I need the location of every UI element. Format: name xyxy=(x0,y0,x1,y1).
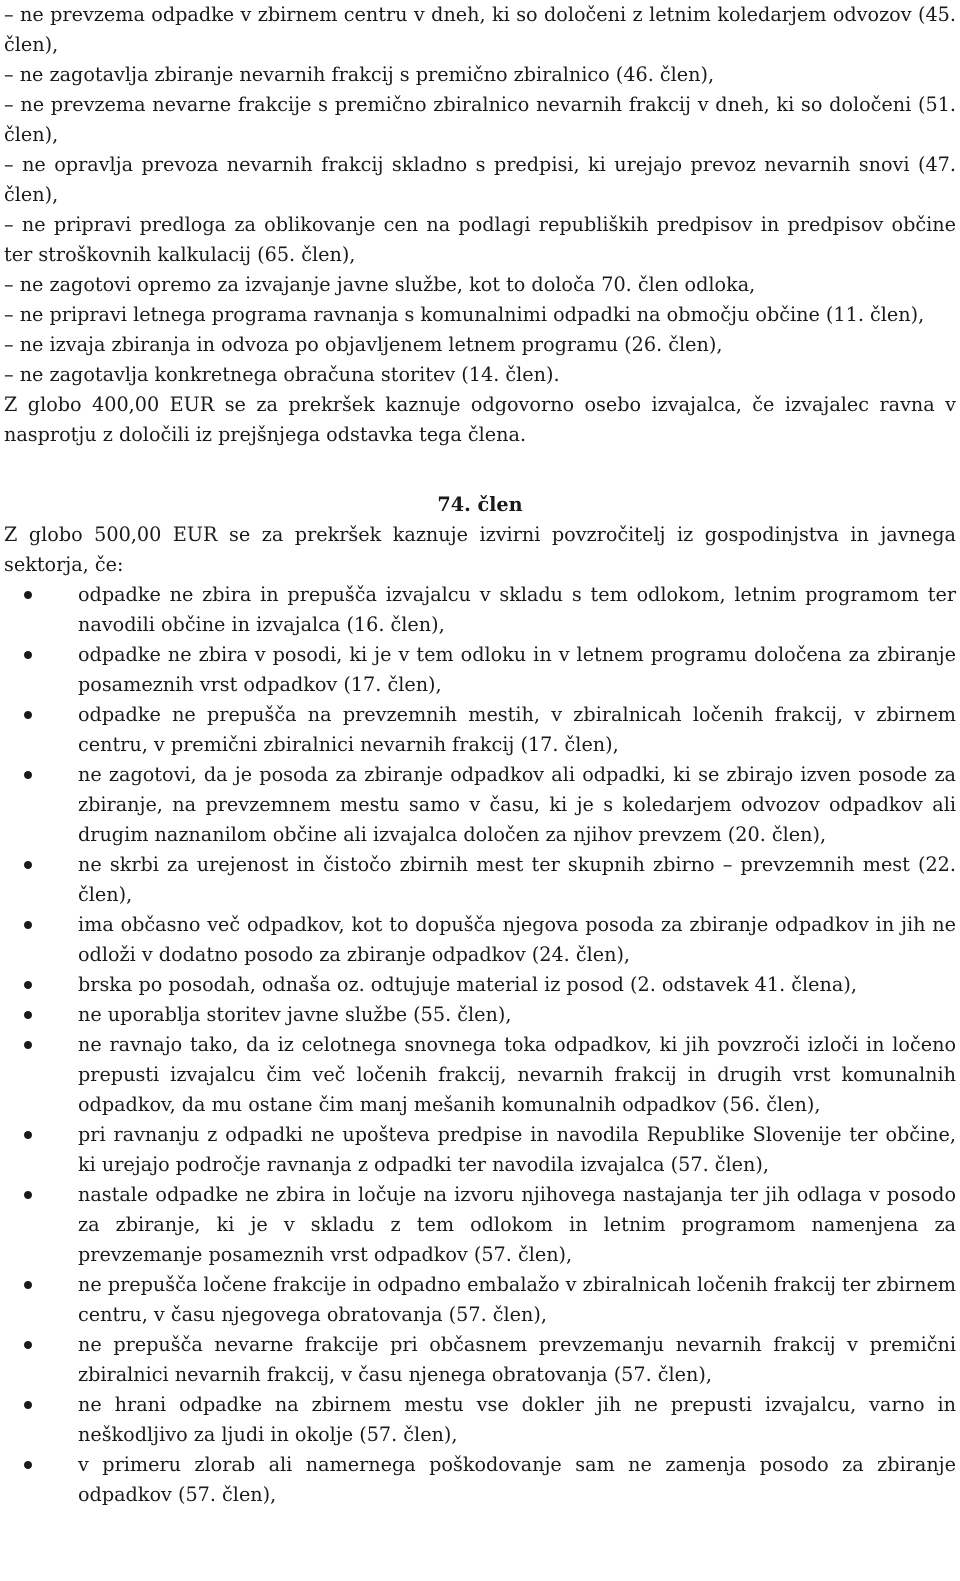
list-item-text: ne ravnajo tako, da iz celotnega snovnega toka odpadkov, ki jih povzroči izloči in ločeno prepusti izvajalcu čim več ločenih frakcij, nevarnih frakcij in drugih vrst komunalnih odpadkov, da mu ostane čim manj mešanih komunalnih odpadkov (56. člen), xyxy=(78,1033,956,1116)
bullet-icon xyxy=(24,981,32,989)
list-item xyxy=(4,1330,956,1390)
bullet-icon xyxy=(24,1341,32,1349)
list-item xyxy=(4,970,956,1000)
list-item xyxy=(4,910,956,970)
dash-item: – ne pripravi predloga za oblikovanje cen na podlagi republiških predpisov in predpisov občine ter stroškovnih kalkulacij (65. člen), xyxy=(4,213,956,266)
list-item-text: ima občasno več odpadkov, kot to dopušča njegova posoda za zbiranje odpadkov in jih ne odloži v dodatno posodo za zbiranje odpadkov (24. člen), xyxy=(78,913,956,966)
list-item-text: ne prepušča nevarne frakcije pri občasnem prevzemanju nevarnih frakcij v premični zbiralnici nevarnih frakcij, v času njenega obratovanja (57. člen), xyxy=(78,1333,956,1386)
list-item-text: ne uporablja storitev javne službe (55. člen), xyxy=(78,1003,512,1026)
fine-paragraph: Z globo 400,00 EUR se za prekršek kaznuje odgovorno osebo izvajalca, če izvajalec ravna v nasprotju z določili iz prejšnjega odstavka tega člena. xyxy=(4,393,956,446)
bullet-icon xyxy=(24,711,32,719)
bullet-icon xyxy=(24,1461,32,1469)
list-item xyxy=(4,1390,956,1450)
document-page xyxy=(4,0,956,1510)
list-item-text: odpadke ne zbira v posodi, ki je v tem odloku in v letnem programu določena za zbiranje posameznih vrst odpadkov (17. člen), xyxy=(78,643,956,696)
bullet-icon xyxy=(24,1191,32,1199)
list-item xyxy=(4,640,956,700)
list-item xyxy=(4,1450,956,1510)
article-heading: 74. člen xyxy=(437,493,523,516)
list-item xyxy=(4,1270,956,1330)
list-item-text: ne zagotovi, da je posoda za zbiranje odpadkov ali odpadki, ki se zbirajo izven posode za zbiranje, na prevzemnem mestu samo v času, ki je s koledarjem odvozov odpadkov ali drugim naznanilom občine ali izvajalca določen za njihov prevzem (20. člen), xyxy=(78,763,956,846)
dash-item: – ne pripravi letnega programa ravnanja s komunalnimi odpadki na območju občine (11. člen), xyxy=(4,303,925,326)
dash-item: – ne zagotavlja zbiranje nevarnih frakcij s premično zbiralnico (46. člen), xyxy=(4,63,715,86)
list-item-text: v primeru zlorab ali namernega poškodovanje sam ne zamenja posodo za zbiranje odpadkov (57. člen), xyxy=(78,1453,956,1506)
article-intro: Z globo 500,00 EUR se za prekršek kaznuje izvirni povzročitelj iz gospodinjstva in javnega sektorja, če: xyxy=(4,523,956,576)
list-item xyxy=(4,700,956,760)
list-item-text: ne skrbi za urejenost in čistočo zbirnih mest ter skupnih zbirno – prevzemnih mest (22. člen), xyxy=(78,853,956,906)
dash-item: – ne zagotovi opremo za izvajanje javne službe, kot to določa 70. člen odloka, xyxy=(4,273,756,296)
dash-item: – ne prevzema odpadke v zbirnem centru v dneh, ki so določeni z letnim koledarjem odvozov (45. člen), xyxy=(4,3,956,56)
bullet-icon xyxy=(24,861,32,869)
list-item-text: ne hrani odpadke na zbirnem mestu vse dokler jih ne prepusti izvajalcu, varno in neškodljivo za ljudi in okolje (57. člen), xyxy=(78,1393,956,1446)
list-item-text: ne prepušča ločene frakcije in odpadno embalažo v zbiralnicah ločenih frakcij ter zbirnem centru, v času njegovega obratovanja (57. člen), xyxy=(78,1273,956,1326)
bullet-icon xyxy=(24,1041,32,1049)
list-item xyxy=(4,1000,956,1030)
bullet-icon xyxy=(24,921,32,929)
bullet-icon xyxy=(24,1281,32,1289)
list-item xyxy=(4,1180,956,1270)
dash-item: – ne prevzema nevarne frakcije s premično zbiralnico nevarnih frakcij v dneh, ki so določeni (51. člen), xyxy=(4,93,956,146)
violations-list xyxy=(4,0,956,390)
list-item xyxy=(4,760,956,850)
list-item-text: odpadke ne zbira in prepušča izvajalcu v skladu s tem odlokom, letnim programom ter navodili občine in izvajalca (16. člen), xyxy=(78,583,956,636)
list-item-text: brska po posodah, odnaša oz. odtujuje material iz posod (2. odstavek 41. člena), xyxy=(78,973,857,996)
bullet-icon xyxy=(24,1131,32,1139)
bullet-icon xyxy=(24,771,32,779)
list-item-text: pri ravnanju z odpadki ne upošteva predpise in navodila Republike Slovenije ter občine, ki urejajo področje ravnanja z odpadki ter navodila izvajalca (57. člen), xyxy=(78,1123,956,1176)
bullet-icon xyxy=(24,591,32,599)
bullet-icon xyxy=(24,1401,32,1409)
offense-list xyxy=(4,580,956,1510)
bullet-icon xyxy=(24,1011,32,1019)
list-item xyxy=(4,1030,956,1120)
dash-item: – ne zagotavlja konkretnega obračuna storitev (14. člen). xyxy=(4,363,560,386)
list-item xyxy=(4,1120,956,1180)
bullet-icon xyxy=(24,651,32,659)
list-item xyxy=(4,850,956,910)
list-item xyxy=(4,580,956,640)
dash-item: – ne izvaja zbiranja in odvoza po objavljenem letnem programu (26. člen), xyxy=(4,333,723,356)
list-item-text: odpadke ne prepušča na prevzemnih mestih, v zbiralnicah ločenih frakcij, v zbirnem centru, v premični zbiralnici nevarnih frakcij (17. člen), xyxy=(78,703,956,756)
dash-item: – ne opravlja prevoza nevarnih frakcij skladno s predpisi, ki urejajo prevoz nevarnih snovi (47. člen), xyxy=(4,153,956,206)
list-item-text: nastale odpadke ne zbira in ločuje na izvoru njihovega nastajanja ter jih odlaga v posodo za zbiranje, ki je v skladu z tem odlokom in letnim programom namenjena za prevzemanje posameznih vrst odpadkov (57. člen), xyxy=(78,1183,956,1266)
